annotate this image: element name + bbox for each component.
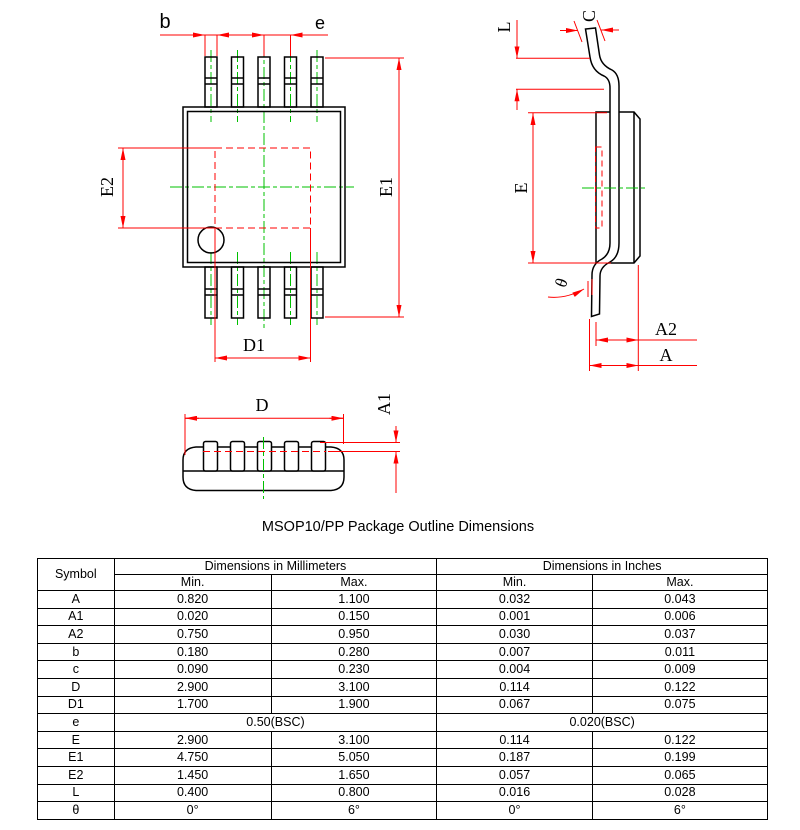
symbol-cell: A1 [38,608,115,626]
table-cell: 0.230 [271,661,437,679]
symbol-cell: c [38,661,115,679]
table-cell: 0.114 [437,678,592,696]
symbol-cell: E [38,731,115,749]
table-cell: 0.043 [592,591,767,609]
header-in-max: Max. [592,575,767,591]
table-cell: 0.50(BSC) [114,714,437,732]
table-row [38,678,768,696]
table-cell: 0.028 [592,784,767,802]
dim-label-e1: E1 [376,177,396,197]
dim-label-theta: θ [551,275,572,290]
dimensions-table [37,558,768,820]
table-cell: 0.122 [592,731,767,749]
drawing-title: MSOP10/PP Package Outline Dimensions [261,519,535,535]
dim-label-d1: D1 [243,335,265,355]
dim-label-e-body: E [511,182,531,194]
table-cell: 0.820 [114,591,271,609]
table-cell: 3.100 [271,678,437,696]
table-cell: 1.650 [271,766,437,784]
header-mm-min: Min. [114,575,271,591]
header-row-minmax [38,575,768,591]
table-cell: 0.007 [437,643,592,661]
table-row [38,749,768,767]
table-cell: 0.122 [592,678,767,696]
table-cell: 3.100 [271,731,437,749]
table-cell: 2.900 [114,678,271,696]
table-row [38,766,768,784]
dim-label-e2-pad: E2 [97,177,117,197]
table-cell: 0.057 [437,766,592,784]
table-cell: 0.950 [271,626,437,644]
table-cell: 6° [592,802,767,820]
table-row [38,661,768,679]
table-cell: 0.006 [592,608,767,626]
table-cell: 5.050 [271,749,437,767]
table-cell: 0.009 [592,661,767,679]
table-row [38,731,768,749]
table-cell: 0.030 [437,626,592,644]
table-cell: 1.450 [114,766,271,784]
header-in-min: Min. [437,575,592,591]
table-cell: 1.900 [271,696,437,714]
table-cell: 0.187 [437,749,592,767]
header-row-groups [38,559,768,575]
table-cell: 0° [437,802,592,820]
symbol-cell: A [38,591,115,609]
symbol-cell: A2 [38,626,115,644]
table-row [38,802,768,820]
table-cell: 0.199 [592,749,767,767]
table-cell: 0.280 [271,643,437,661]
symbol-cell: D1 [38,696,115,714]
symbol-cell: L [38,784,115,802]
dim-label-a1: A1 [374,393,394,415]
table-cell: 0.400 [114,784,271,802]
table-row [38,608,768,626]
table-cell: 0.020(BSC) [437,714,768,732]
table-cell: 0.037 [592,626,767,644]
table-cell: 0.075 [592,696,767,714]
table-cell: 0.150 [271,608,437,626]
table-cell: 2.900 [114,731,271,749]
table-cell: 0.004 [437,661,592,679]
symbol-cell: b [38,643,115,661]
symbol-cell: D [38,678,115,696]
dim-label-a: A [659,345,673,365]
table-cell: 0.750 [114,626,271,644]
table-cell: 1.700 [114,696,271,714]
table-cell: 0.065 [592,766,767,784]
table-cell: 0.114 [437,731,592,749]
dim-label-e: e [314,13,325,33]
table-cell: 6° [271,802,437,820]
table-cell: 0.001 [437,608,592,626]
table-cell: 0.020 [114,608,271,626]
table-row [38,626,768,644]
header-mm-max: Max. [271,575,437,591]
table-row-e [38,714,768,732]
header-mm-group: Dimensions in Millimeters [114,559,437,575]
table-cell: 0.800 [271,784,437,802]
table-cell: 0° [114,802,271,820]
table-cell: 1.100 [271,591,437,609]
dim-label-d: D [255,395,269,415]
table-cell: 0.016 [437,784,592,802]
table-cell: 0.032 [437,591,592,609]
front-view [183,414,400,499]
table-cell: 0.090 [114,661,271,679]
table-row [38,591,768,609]
symbol-cell: e [38,714,115,732]
table-cell: 0.011 [592,643,767,661]
table-cell: 4.750 [114,749,271,767]
top-view [118,35,404,362]
header-inch-group: Dimensions in Inches [437,559,768,575]
table-cell: 0.067 [437,696,592,714]
dim-label-b: b [159,11,171,33]
header-symbol: Symbol [38,559,115,591]
table-row [38,696,768,714]
symbol-cell: θ [38,802,115,820]
table-cell: 0.180 [114,643,271,661]
dim-label-c: C [579,10,599,23]
table-row [38,784,768,802]
dim-label-a2: A2 [655,319,677,339]
table-row [38,643,768,661]
symbol-cell: E1 [38,749,115,767]
dim-label-l: L [494,21,514,33]
symbol-cell: E2 [38,766,115,784]
